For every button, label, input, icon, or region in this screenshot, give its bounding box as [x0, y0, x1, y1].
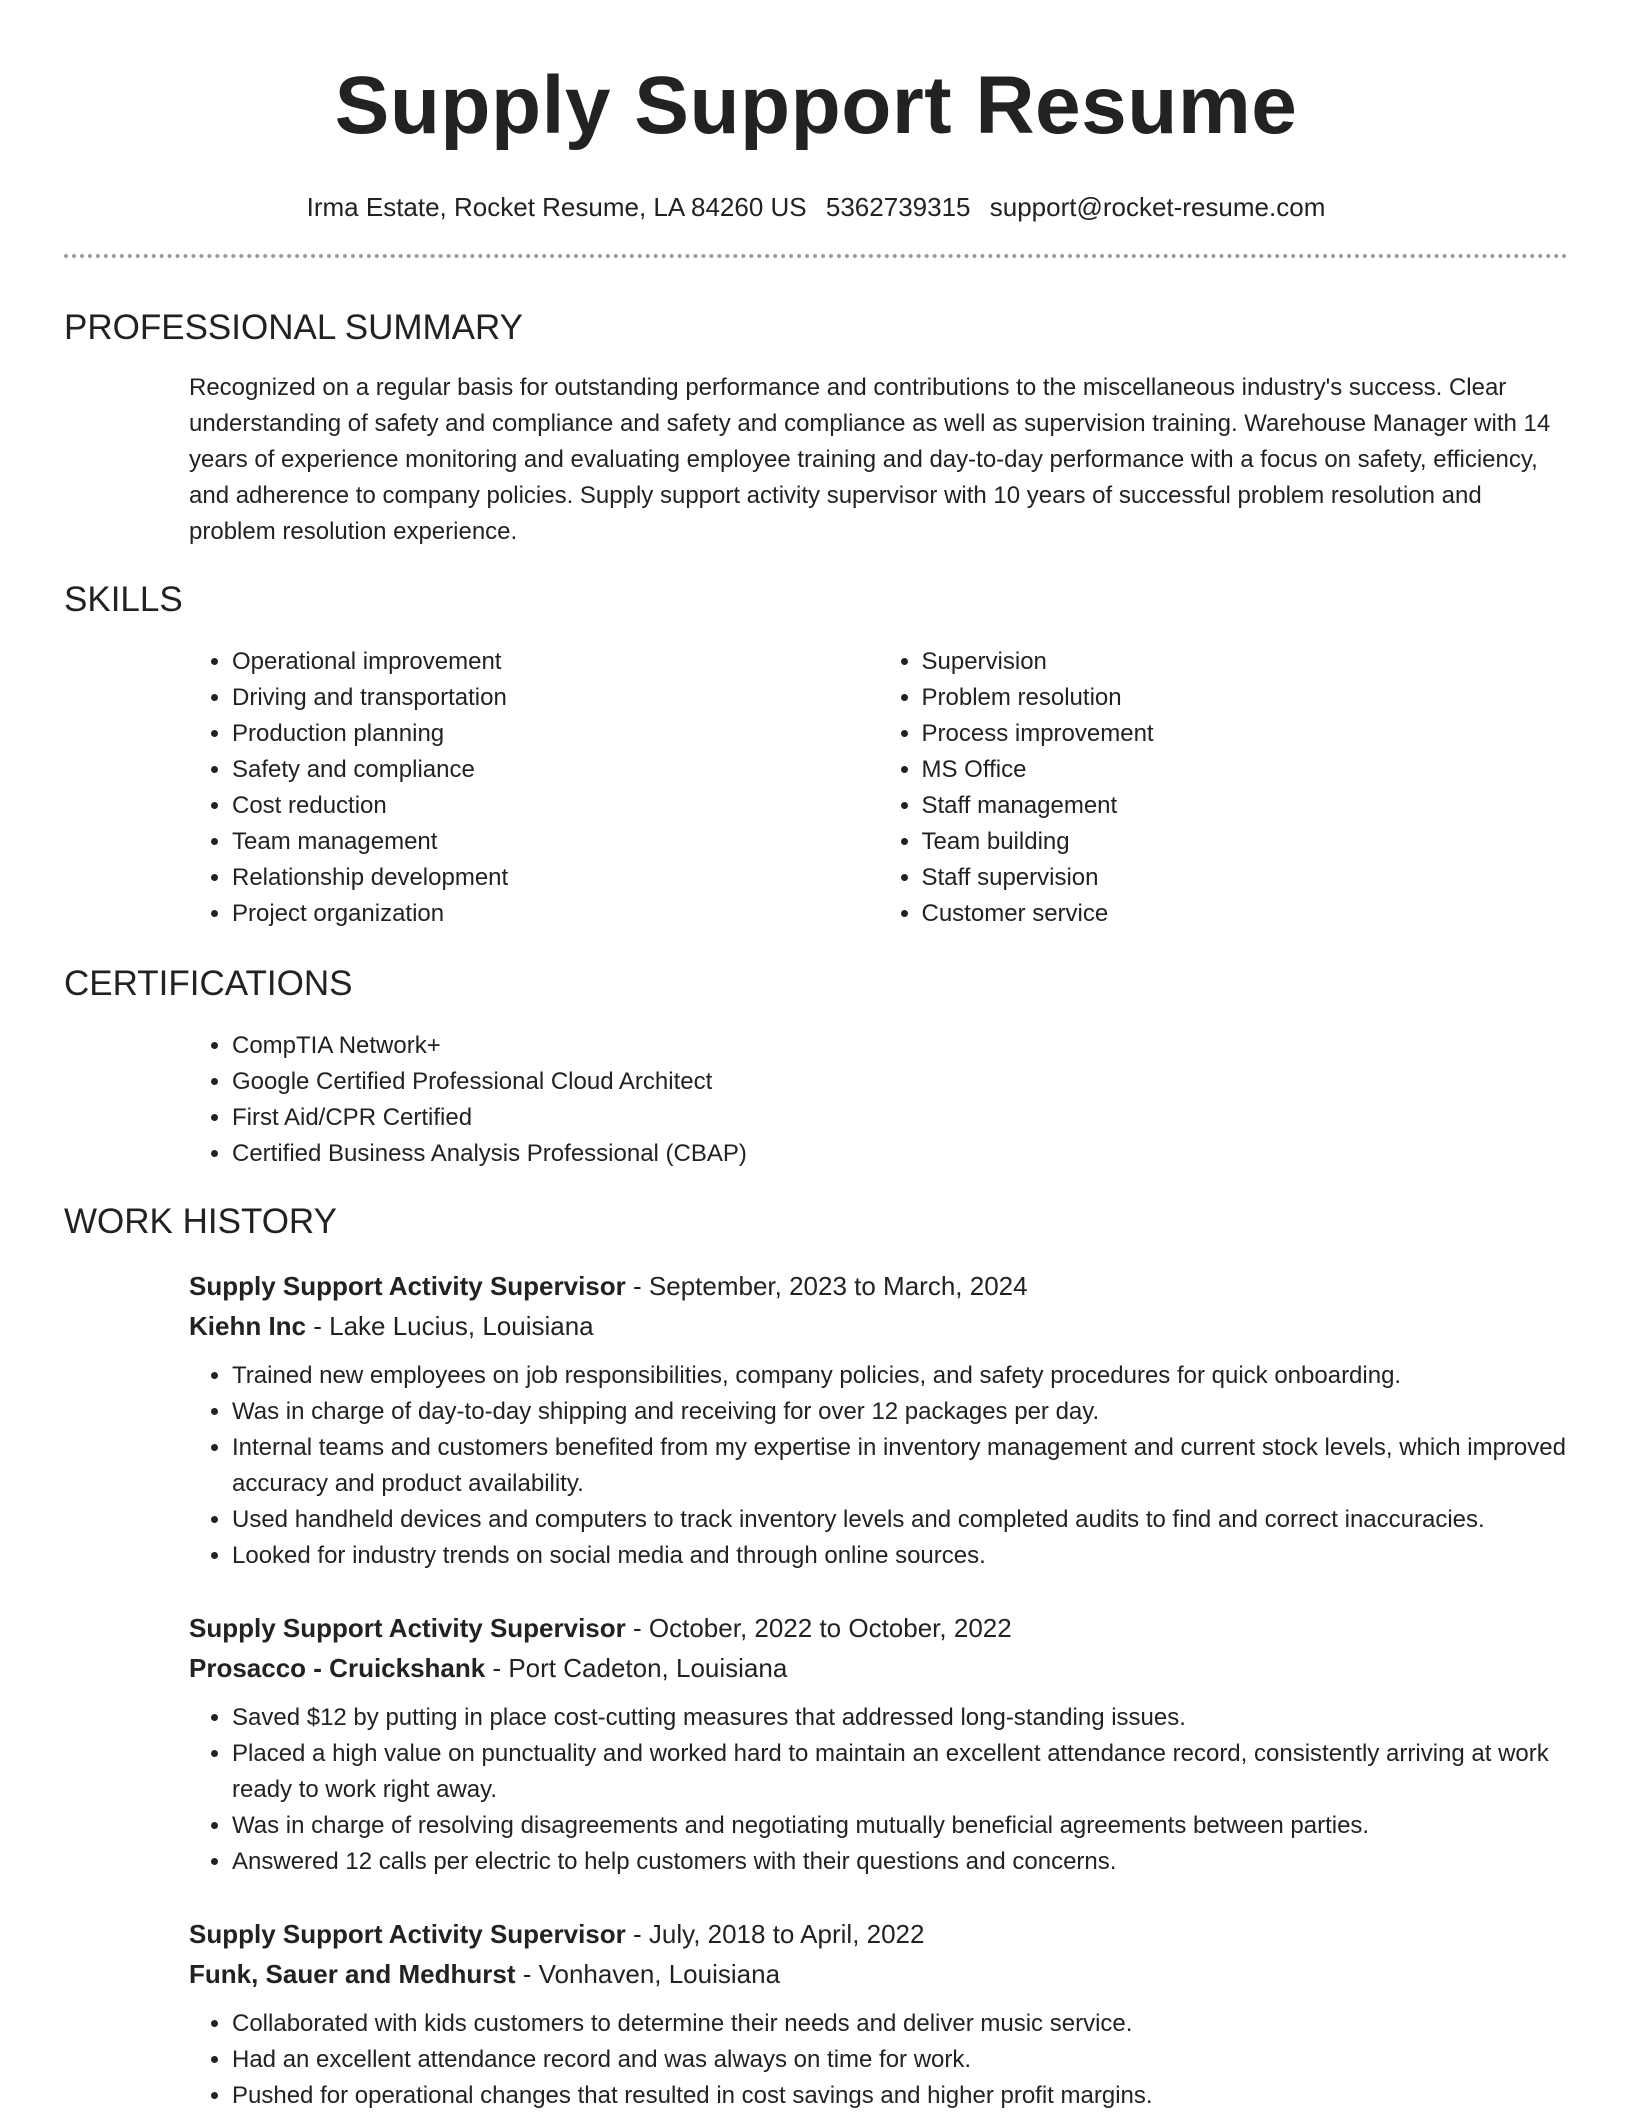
certification-item: • Google Certified Professional Cloud Architect	[232, 1064, 1568, 1100]
job-dates: - July, 2018 to April, 2022	[625, 1919, 925, 1949]
skill-item: • Relationship development	[232, 860, 879, 896]
skill-item: • Cost reduction	[232, 788, 879, 824]
header-divider	[64, 254, 1568, 258]
certification-item: • Certified Business Analysis Professional (CBAP)	[232, 1136, 1568, 1172]
job-entry	[189, 1266, 1568, 1574]
contact-phone: 5362739315	[825, 192, 971, 222]
job-bullet: • Pushed for operational changes that resulted in cost savings and higher profit margins.	[232, 2078, 1568, 2114]
job-company: Prosacco - Cruickshank	[189, 1653, 486, 1683]
job-location: - Vonhaven, Louisiana	[515, 1959, 781, 1989]
certifications-list	[189, 1028, 1568, 1172]
job-location: - Port Cadeton, Louisiana	[485, 1653, 788, 1683]
skills-column-left	[189, 644, 879, 932]
skills-list	[189, 644, 1568, 932]
skills-heading: SKILLS	[64, 580, 183, 619]
skill-item: • Staff management	[922, 788, 1569, 824]
job-bullet: • Collaborated with kids customers to determine their needs and deliver music service.	[232, 2006, 1568, 2042]
job-title: Supply Support Activity Supervisor	[189, 1919, 626, 1949]
certifications-heading: CERTIFICATIONS	[64, 964, 353, 1003]
skill-item: • Project organization	[232, 896, 879, 932]
job-title-line	[189, 1608, 1568, 1648]
contact-address: Irma Estate, Rocket Resume, LA 84260 US	[306, 192, 807, 222]
job-title: Supply Support Activity Supervisor	[189, 1613, 626, 1643]
skill-item: • Team management	[232, 824, 879, 860]
resume-page	[64, 0, 1568, 2114]
skill-item: • Safety and compliance	[232, 752, 879, 788]
job-location: - Lake Lucius, Louisiana	[306, 1311, 594, 1341]
job-company-line	[189, 1306, 1568, 1346]
job-bullet: • Was in charge of resolving disagreements and negotiating mutually beneficial agreements between parties.	[232, 1808, 1568, 1844]
job-title: Supply Support Activity Supervisor	[189, 1271, 626, 1301]
job-company-line	[189, 1954, 1568, 1994]
contact-email: support@rocket-resume.com	[989, 192, 1326, 222]
skill-item: • Driving and transportation	[232, 680, 879, 716]
skill-item: • Problem resolution	[922, 680, 1569, 716]
job-entry	[189, 1914, 1568, 2114]
job-bullets	[189, 2006, 1568, 2114]
job-company: Kiehn Inc	[189, 1311, 307, 1341]
skills-column-right	[879, 644, 1569, 932]
job-bullet: • Answered 12 calls per electric to help customers with their questions and concerns.	[232, 1844, 1568, 1880]
page-title: Supply Support Resume	[334, 60, 1298, 151]
job-bullet: • Saved $12 by putting in place cost-cutting measures that addressed long-standing issues.	[232, 1700, 1568, 1736]
skill-item: • Team building	[922, 824, 1569, 860]
job-bullet: • Had an excellent attendance record and was always on time for work.	[232, 2042, 1568, 2078]
job-company: Funk, Sauer and Medhurst	[189, 1959, 516, 1989]
job-bullet: • Used handheld devices and computers to track inventory levels and completed audits to find and correct inaccuracies.	[232, 1502, 1568, 1538]
job-bullets	[189, 1700, 1568, 1880]
skill-item: • Customer service	[922, 896, 1569, 932]
job-bullets	[189, 1358, 1568, 1574]
job-company-line	[189, 1648, 1568, 1688]
job-bullet: • Looked for industry trends on social media and through online sources.	[232, 1538, 1568, 1574]
skill-item: • Staff supervision	[922, 860, 1569, 896]
job-bullet: • Was in charge of day-to-day shipping and receiving for over 12 packages per day.	[232, 1394, 1568, 1430]
work-history-heading: WORK HISTORY	[64, 1202, 337, 1241]
skill-item: • Production planning	[232, 716, 879, 752]
job-title-line	[189, 1914, 1568, 1954]
skill-item: • Process improvement	[922, 716, 1569, 752]
skill-item: • Operational improvement	[232, 644, 879, 680]
contact-line	[64, 190, 1568, 224]
job-bullet: • Internal teams and customers benefited from my expertise in inventory management and current stock levels, which improved accuracy and product availability.	[232, 1430, 1568, 1502]
skill-item: • Supervision	[922, 644, 1569, 680]
job-title-line	[189, 1266, 1568, 1306]
job-dates: - September, 2023 to March, 2024	[625, 1271, 1028, 1301]
job-entry	[189, 1608, 1568, 1880]
summary-text: Recognized on a regular basis for outstanding performance and contributions to the miscellaneous industry's success. Clear understanding of safety and compliance and safety and compliance as well as supervision training. Warehouse Manager with 14 years of experience monitoring and evaluating employee training and day-to-day performance with a focus on safety, efficiency, and adherence to company policies. Supply support activity supervisor with 10 years of successful problem resolution and problem resolution experience.	[189, 374, 1551, 545]
summary-heading: PROFESSIONAL SUMMARY	[64, 308, 523, 347]
certification-item: • CompTIA Network+	[232, 1028, 1568, 1064]
skill-item: • MS Office	[922, 752, 1569, 788]
job-dates: - October, 2022 to October, 2022	[625, 1613, 1012, 1643]
job-bullet: • Placed a high value on punctuality and worked hard to maintain an excellent attendance record, consistently arriving at work ready to work right away.	[232, 1736, 1568, 1808]
job-bullet: • Trained new employees on job responsibilities, company policies, and safety procedures for quick onboarding.	[232, 1358, 1568, 1394]
certification-item: • First Aid/CPR Certified	[232, 1100, 1568, 1136]
